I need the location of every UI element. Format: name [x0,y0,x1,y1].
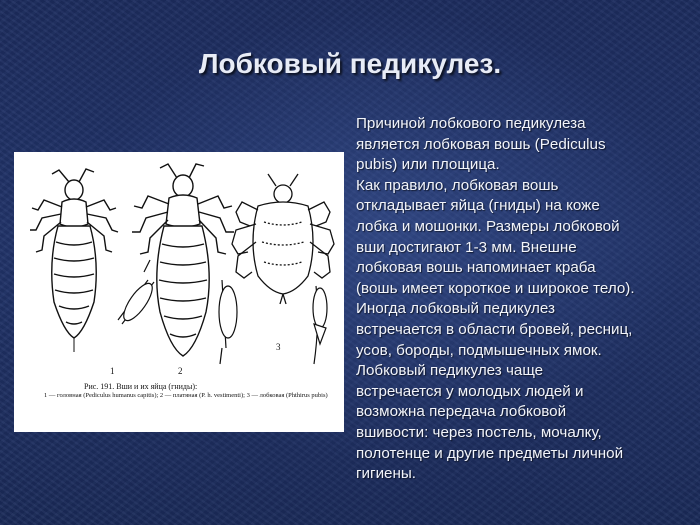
paragraph-cause: Причиной лобкового педикулеза является лобковая вошь (Pediculus pubis) или площица. [356,115,606,174]
figure-caption [14,382,344,400]
paragraph-description: Как правило, лобковая вошь откладывает яйца (гниды) на коже лобка и мошонки. Размеры лобковой вши достигают 1-3 мм. Внешне лобковая вошь напоминает краба (вошь имеет короткое и широкое тело). [356,176,635,297]
lice-drawing [14,152,344,382]
figure-caption-line-2: 1 — головная (Pediculus humanus capitis); 2 — платяная (P. h. vestimenti); 3 — лобковая (Phthirus pubis) [44,392,328,399]
body-louse-drawing [132,164,234,356]
figure-number-1: 1 [110,366,115,376]
nit-2-drawing [219,280,237,364]
paragraph-transmission: Лобковый педикулез чаще встречается у молодых людей и возможна передача лобковой вшивости: через постель, мочалку, полотенце и другие предметы личной гигиены. [356,362,624,483]
paragraph-locations: Иногда лобковый педикулез встречается в области бровей, ресниц, усов, бороды, подмышечных ямок. [356,300,633,359]
nit-1-drawing [118,260,157,325]
figure-number-3: 3 [276,342,281,352]
figure-caption-line-1: Рис. 191. Вши и их яйца (гниды): [84,382,198,391]
slide-body-text [356,114,691,485]
nit-3-drawing [313,286,327,364]
head-louse-drawing [30,169,118,352]
pubic-louse-drawing [232,174,334,304]
lice-illustration [14,152,344,432]
slide-title: Лобковый педикулез. [198,48,502,79]
figure-number-2: 2 [178,366,183,376]
